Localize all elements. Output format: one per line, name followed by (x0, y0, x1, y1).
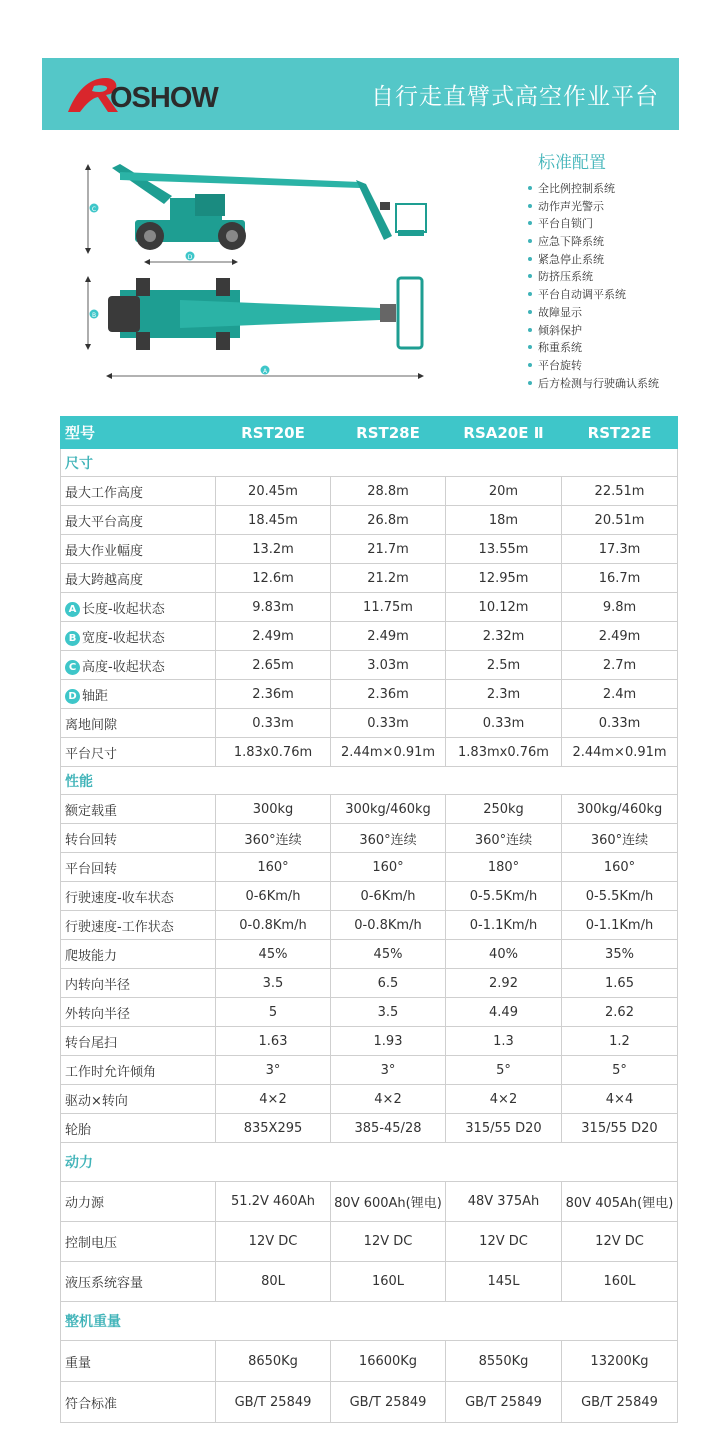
table-row (61, 738, 678, 767)
cell-value: GB/T 25849 (331, 1382, 446, 1423)
cell-value: 300kg (216, 795, 331, 824)
label-a: A (262, 368, 268, 375)
feature-label: 应急下降系统 (538, 235, 604, 249)
feature-item (528, 339, 659, 357)
cell-value: 80V 600Ah(锂电) (331, 1182, 446, 1222)
features-list (528, 180, 659, 392)
cell-value: 10.12m (446, 593, 562, 622)
row-label (61, 535, 216, 564)
table-row (61, 1382, 678, 1423)
table-row (61, 795, 678, 824)
row-label-text: 动力源 (65, 1196, 105, 1211)
cell-value: 12V DC (446, 1222, 562, 1262)
section-title: 整机重量 (61, 1302, 678, 1341)
row-label (61, 1114, 216, 1143)
cell-value: 12.6m (216, 564, 331, 593)
feature-item (528, 268, 659, 286)
cell-value: 160L (331, 1262, 446, 1302)
feature-item (528, 357, 659, 375)
cell-value: 51.2V 460Ah (216, 1182, 331, 1222)
row-label-text: 宽度-收起状态 (82, 630, 165, 646)
model-name: RST28E (331, 417, 446, 449)
cell-value: 40% (446, 940, 562, 969)
row-label (61, 1056, 216, 1085)
feature-item (528, 304, 659, 322)
row-label (61, 1085, 216, 1114)
cell-value: 160° (331, 853, 446, 882)
cell-value: 0-1.1Km/h (446, 911, 562, 940)
row-label-text: 轮胎 (65, 1122, 92, 1138)
row-label (61, 564, 216, 593)
dimension-badge-icon: D (65, 689, 80, 704)
cell-value: 2.7m (562, 651, 678, 680)
table-row (61, 1222, 678, 1262)
bullet-dot-icon (528, 221, 532, 225)
feature-item (528, 198, 659, 216)
cell-value: 1.93 (331, 1027, 446, 1056)
cell-value: 0-0.8Km/h (216, 911, 331, 940)
cell-value: 0-0.8Km/h (331, 911, 446, 940)
bullet-dot-icon (528, 328, 532, 332)
cell-value: 18.45m (216, 506, 331, 535)
cell-value: 45% (216, 940, 331, 969)
row-label (61, 1382, 216, 1423)
row-label-text: 行驶速度-工作状态 (65, 919, 174, 935)
row-label-text: 最大平台高度 (65, 514, 144, 530)
cell-value: 4×2 (446, 1085, 562, 1114)
cell-value: 48V 375Ah (446, 1182, 562, 1222)
bullet-dot-icon (528, 204, 532, 208)
row-label (61, 882, 216, 911)
table-row (61, 940, 678, 969)
side-view (85, 164, 426, 265)
table-row (61, 1085, 678, 1114)
row-label-text: 最大作业幅度 (65, 543, 144, 559)
section-header-row (61, 449, 678, 477)
cell-value: 20.51m (562, 506, 678, 535)
cell-value: 6.5 (331, 969, 446, 998)
table-row (61, 535, 678, 564)
feature-item (528, 286, 659, 304)
cell-value: 4.49 (446, 998, 562, 1027)
row-label (61, 940, 216, 969)
table-row (61, 882, 678, 911)
cell-value: 2.62 (562, 998, 678, 1027)
row-label-text: 转台回转 (65, 832, 118, 848)
cell-value: 12.95m (446, 564, 562, 593)
cell-value: 145L (446, 1262, 562, 1302)
cell-value: 21.2m (331, 564, 446, 593)
table-row (61, 1182, 678, 1222)
cell-value: 2.44m×0.91m (562, 738, 678, 767)
row-label (61, 680, 216, 709)
feature-label: 平台旋转 (538, 358, 582, 372)
cell-value: 35% (562, 940, 678, 969)
row-label-text: 高度-收起状态 (82, 659, 165, 675)
feature-item (528, 233, 659, 251)
cell-value: 12V DC (216, 1222, 331, 1262)
row-label-text: 重量 (65, 1355, 92, 1371)
row-label-text: 控制电压 (65, 1236, 118, 1251)
feature-label: 称重系统 (538, 341, 582, 355)
table-row (61, 593, 678, 622)
cell-value: 13.55m (446, 535, 562, 564)
row-label (61, 853, 216, 882)
bullet-dot-icon (528, 186, 532, 190)
cell-value: 5° (446, 1056, 562, 1085)
table-row (61, 506, 678, 535)
cell-value: 360°连续 (446, 824, 562, 853)
row-label-text: 工作时允许倾角 (65, 1064, 157, 1080)
row-label (61, 651, 216, 680)
feature-label: 平台自锁门 (538, 217, 593, 231)
cell-value: 2.65m (216, 651, 331, 680)
feature-label: 平台自动调平系统 (538, 288, 626, 302)
row-label (61, 969, 216, 998)
cell-value: 360°连续 (331, 824, 446, 853)
row-label (61, 998, 216, 1027)
cell-value: 12V DC (331, 1222, 446, 1262)
feature-item (528, 215, 659, 233)
model-name: RST22E (562, 417, 678, 449)
dimension-badge-icon: C (65, 660, 80, 675)
cell-value: 2.44m×0.91m (331, 738, 446, 767)
cell-value: 160° (562, 853, 678, 882)
cell-value: 2.4m (562, 680, 678, 709)
table-row (61, 680, 678, 709)
cell-value: 1.83x0.76m (216, 738, 331, 767)
table-row (61, 911, 678, 940)
section-header-row (61, 767, 678, 795)
section-title: 尺寸 (61, 449, 678, 477)
cell-value: 180° (446, 853, 562, 882)
cell-value: 16600Kg (331, 1341, 446, 1382)
cell-value: 1.63 (216, 1027, 331, 1056)
label-b: B (91, 312, 97, 319)
row-label (61, 824, 216, 853)
cell-value: 835X295 (216, 1114, 331, 1143)
table-row (61, 824, 678, 853)
cell-value: 315/55 D20 (446, 1114, 562, 1143)
cell-value: 45% (331, 940, 446, 969)
cell-value: 360°连续 (562, 824, 678, 853)
cell-value: 18m (446, 506, 562, 535)
cell-value: GB/T 25849 (446, 1382, 562, 1423)
cell-value: 12V DC (562, 1222, 678, 1262)
top-view (85, 276, 424, 379)
cell-value: 28.8m (331, 477, 446, 506)
row-label-text: 长度-收起状态 (82, 601, 165, 617)
features-title: 标准配置 (538, 153, 606, 173)
cell-value: 5° (562, 1056, 678, 1085)
cell-value: 360°连续 (216, 824, 331, 853)
cell-value: 4×2 (216, 1085, 331, 1114)
feature-label: 紧急停止系统 (538, 252, 604, 266)
cell-value: 20.45m (216, 477, 331, 506)
cell-value: 9.83m (216, 593, 331, 622)
row-label (61, 1182, 216, 1222)
cell-value: 21.7m (331, 535, 446, 564)
row-label-text: 符合标准 (65, 1396, 118, 1412)
table-row (61, 853, 678, 882)
bullet-dot-icon (528, 345, 532, 349)
cell-value: GB/T 25849 (216, 1382, 331, 1423)
cell-value: 22.51m (562, 477, 678, 506)
feature-item (528, 180, 659, 198)
table-row (61, 709, 678, 738)
cell-value: 26.8m (331, 506, 446, 535)
row-label (61, 911, 216, 940)
bullet-dot-icon (528, 381, 532, 385)
bullet-dot-icon (528, 292, 532, 296)
model-name: RST20E (216, 417, 331, 449)
cell-value: 3° (216, 1056, 331, 1085)
cell-value: 2.3m (446, 680, 562, 709)
feature-item (528, 322, 659, 340)
cell-value: 0.33m (446, 709, 562, 738)
roshow-logo (66, 72, 246, 116)
cell-value: 2.32m (446, 622, 562, 651)
row-label-text: 平台尺寸 (65, 746, 118, 762)
feature-label: 动作声光警示 (538, 199, 604, 213)
table-row (61, 998, 678, 1027)
cell-value: 80V 405Ah(锂电) (562, 1182, 678, 1222)
cell-value: 1.83mx0.76m (446, 738, 562, 767)
table-row (61, 1341, 678, 1382)
cell-value: 5 (216, 998, 331, 1027)
cell-value: 3.5 (216, 969, 331, 998)
section-title: 性能 (61, 767, 678, 795)
spec-table-body (61, 417, 678, 1423)
cell-value: 80L (216, 1262, 331, 1302)
row-label-text: 最大跨越高度 (65, 572, 144, 588)
machine-dimension-diagram (80, 150, 440, 390)
bullet-dot-icon (528, 239, 532, 243)
cell-value: 1.2 (562, 1027, 678, 1056)
row-label-text: 额定载重 (65, 803, 118, 819)
feature-item (528, 251, 659, 269)
row-label (61, 1262, 216, 1302)
feature-label: 防挤压系统 (538, 270, 593, 284)
table-row (61, 477, 678, 506)
row-label (61, 738, 216, 767)
row-label-text: 液压系统容量 (65, 1276, 144, 1291)
section-header-row (61, 1143, 678, 1182)
feature-label: 后方检测与行驶确认系统 (538, 376, 659, 390)
cell-value: 2.49m (216, 622, 331, 651)
cell-value: 300kg/460kg (331, 795, 446, 824)
row-label-text: 行驶速度-收车状态 (65, 890, 174, 906)
row-label (61, 477, 216, 506)
feature-label: 倾斜保护 (538, 323, 582, 337)
row-label (61, 709, 216, 738)
cell-value: 2.49m (331, 622, 446, 651)
bullet-dot-icon (528, 257, 532, 261)
cell-value: 2.92 (446, 969, 562, 998)
cell-value: 4×2 (331, 1085, 446, 1114)
cell-value: 11.75m (331, 593, 446, 622)
cell-value: 3.03m (331, 651, 446, 680)
cell-value: 160L (562, 1262, 678, 1302)
label-c: C (91, 206, 97, 213)
bullet-dot-icon (528, 363, 532, 367)
header-banner (42, 58, 679, 130)
row-label-text: 离地间隙 (65, 717, 118, 733)
row-label-text: 轴距 (82, 688, 109, 704)
cell-value: 0-6Km/h (331, 882, 446, 911)
row-label (61, 1027, 216, 1056)
cell-value: 3.5 (331, 998, 446, 1027)
cell-value: 160° (216, 853, 331, 882)
cell-value: 8650Kg (216, 1341, 331, 1382)
row-label-text: 内转向半径 (65, 977, 131, 993)
row-label-text: 转台尾扫 (65, 1035, 118, 1051)
table-row (61, 1056, 678, 1085)
table-row (61, 969, 678, 998)
row-label-text: 最大工作高度 (65, 485, 144, 501)
table-row (61, 1262, 678, 1302)
cell-value: 315/55 D20 (562, 1114, 678, 1143)
row-label-text: 爬坡能力 (65, 948, 118, 964)
feature-label: 全比例控制系统 (538, 182, 615, 195)
table-header-row (61, 417, 678, 449)
cell-value: 0-6Km/h (216, 882, 331, 911)
row-label (61, 506, 216, 535)
model-header-label: 型号 (61, 417, 216, 449)
row-label-text: 平台回转 (65, 861, 118, 877)
cell-value: 2.49m (562, 622, 678, 651)
cell-value: 1.3 (446, 1027, 562, 1056)
logo-text: OSHOW (110, 82, 218, 114)
cell-value: 0-1.1Km/h (562, 911, 678, 940)
cell-value: 17.3m (562, 535, 678, 564)
row-label (61, 1222, 216, 1262)
row-label-text: 外转向半径 (65, 1006, 131, 1022)
spec-table (60, 416, 678, 1423)
cell-value: 4×4 (562, 1085, 678, 1114)
row-label-text: 驱动×转向 (65, 1093, 128, 1109)
bullet-dot-icon (528, 310, 532, 314)
cell-value: 20m (446, 477, 562, 506)
cell-value: GB/T 25849 (562, 1382, 678, 1423)
row-label (61, 795, 216, 824)
dimension-badge-icon: A (65, 602, 80, 617)
cell-value: 0-5.5Km/h (562, 882, 678, 911)
cell-value: 2.36m (216, 680, 331, 709)
cell-value: 8550Kg (446, 1341, 562, 1382)
cell-value: 2.5m (446, 651, 562, 680)
cell-value: 3° (331, 1056, 446, 1085)
row-label (61, 593, 216, 622)
page-title: 自行走直臂式高空作业平台 (371, 84, 659, 110)
cell-value: 250kg (446, 795, 562, 824)
table-row (61, 622, 678, 651)
cell-value: 385-45/28 (331, 1114, 446, 1143)
row-label (61, 1341, 216, 1382)
table-row (61, 1027, 678, 1056)
section-title: 动力 (61, 1143, 678, 1182)
table-row (61, 1114, 678, 1143)
table-row (61, 651, 678, 680)
feature-label: 故障显示 (538, 305, 582, 319)
model-name: RSA20E Ⅱ (446, 417, 562, 449)
cell-value: 2.36m (331, 680, 446, 709)
bullet-dot-icon (528, 274, 532, 278)
row-label (61, 622, 216, 651)
section-header-row (61, 1302, 678, 1341)
cell-value: 0.33m (331, 709, 446, 738)
cell-value: 9.8m (562, 593, 678, 622)
cell-value: 13200Kg (562, 1341, 678, 1382)
feature-item (528, 375, 659, 393)
cell-value: 0-5.5Km/h (446, 882, 562, 911)
cell-value: 0.33m (562, 709, 678, 738)
label-d: D (187, 254, 193, 261)
cell-value: 16.7m (562, 564, 678, 593)
cell-value: 13.2m (216, 535, 331, 564)
table-row (61, 564, 678, 593)
dimension-badge-icon: B (65, 631, 80, 646)
cell-value: 1.65 (562, 969, 678, 998)
cell-value: 300kg/460kg (562, 795, 678, 824)
cell-value: 0.33m (216, 709, 331, 738)
